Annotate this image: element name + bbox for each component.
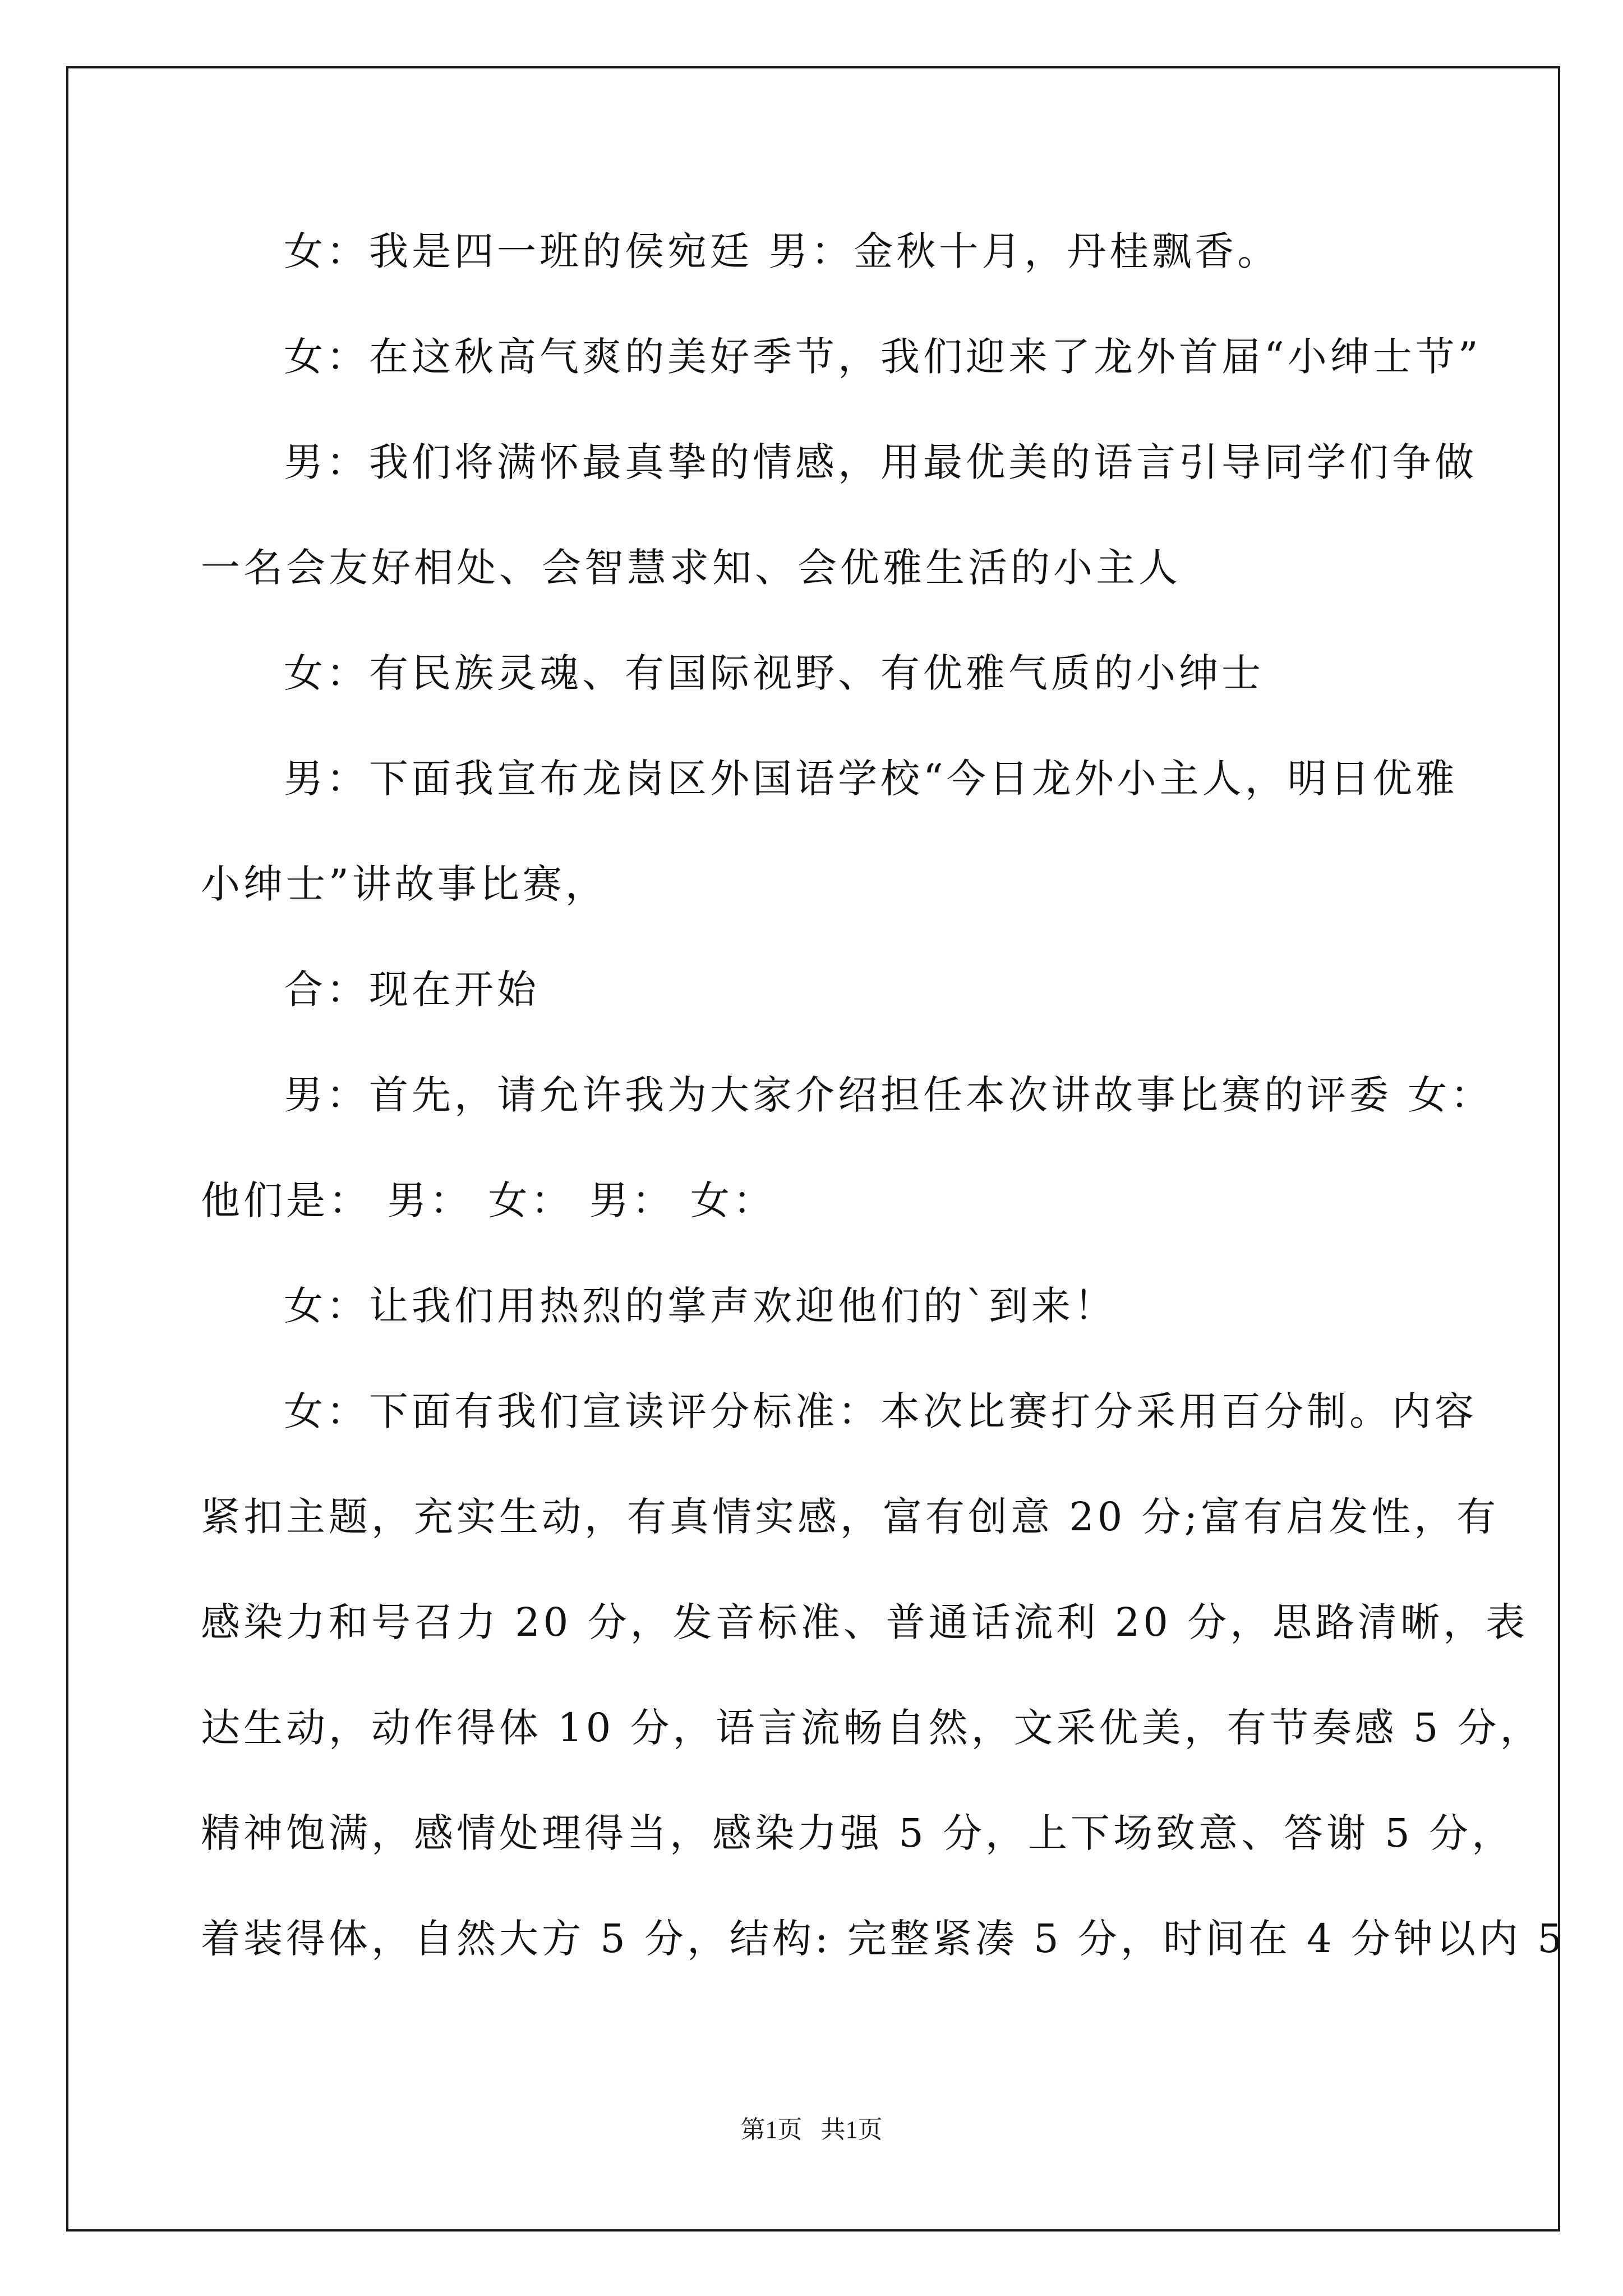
text-line: 女：有民族灵魂、有国际视野、有优雅气质的小绅士 — [284, 650, 1264, 696]
text-line: 感染力和号召力 20 分，发音标准、普通话流利 20 分，思路清晰，表 — [201, 1599, 1529, 1645]
text-line: 着装得体，自然大方 5 分，结构: 完整紧凑 5 分，时间在 4 分钟以内 5 — [201, 1916, 1566, 1962]
page-border — [66, 66, 1560, 2231]
text-line: 一名会友好相处、会智慧求知、会优雅生活的小主人 — [201, 545, 1181, 591]
text-line: 达生动，动作得体 10 分，语言流畅自然，文采优美，有节奏感 5 分， — [201, 1705, 1543, 1751]
text-line: 女：我是四一班的侯宛廷 男：金秋十月，丹桂飘香。 — [284, 228, 1280, 274]
text-line: 他们是： 男： 女： 男： 女： — [201, 1177, 776, 1223]
text-line: 小绅士”讲故事比赛， — [201, 861, 608, 907]
text-line: 男：首先，请允许我为大家介绍担任本次讲故事比赛的评委 女： — [284, 1072, 1493, 1118]
page-footer: 第1页 共1页 — [740, 2116, 883, 2143]
text-line: 紧扣主题，充实生动，有真情实感，富有创意 20 分;富有启发性，有 — [201, 1494, 1500, 1540]
text-line: 女：下面有我们宣读评分标准：本次比赛打分采用百分制。内容 — [284, 1388, 1477, 1434]
text-line: 合：现在开始 — [284, 967, 540, 1013]
text-line: 精神饱满，感情处理得当，感染力强 5 分，上下场致意、答谢 5 分， — [201, 1810, 1515, 1856]
text-line: 男：下面我宣布龙岗区外国语学校“今日龙外小主人，明日优雅 — [284, 756, 1458, 802]
text-line: 男：我们将满怀最真挚的情感，用最优美的语言引导同学们争做 — [284, 439, 1477, 485]
text-line: 女：让我们用热烈的掌声欢迎他们的`到来！ — [284, 1283, 1117, 1329]
text-line: 女：在这秋高气爽的美好季节，我们迎来了龙外首届“小绅士节” — [284, 334, 1482, 380]
